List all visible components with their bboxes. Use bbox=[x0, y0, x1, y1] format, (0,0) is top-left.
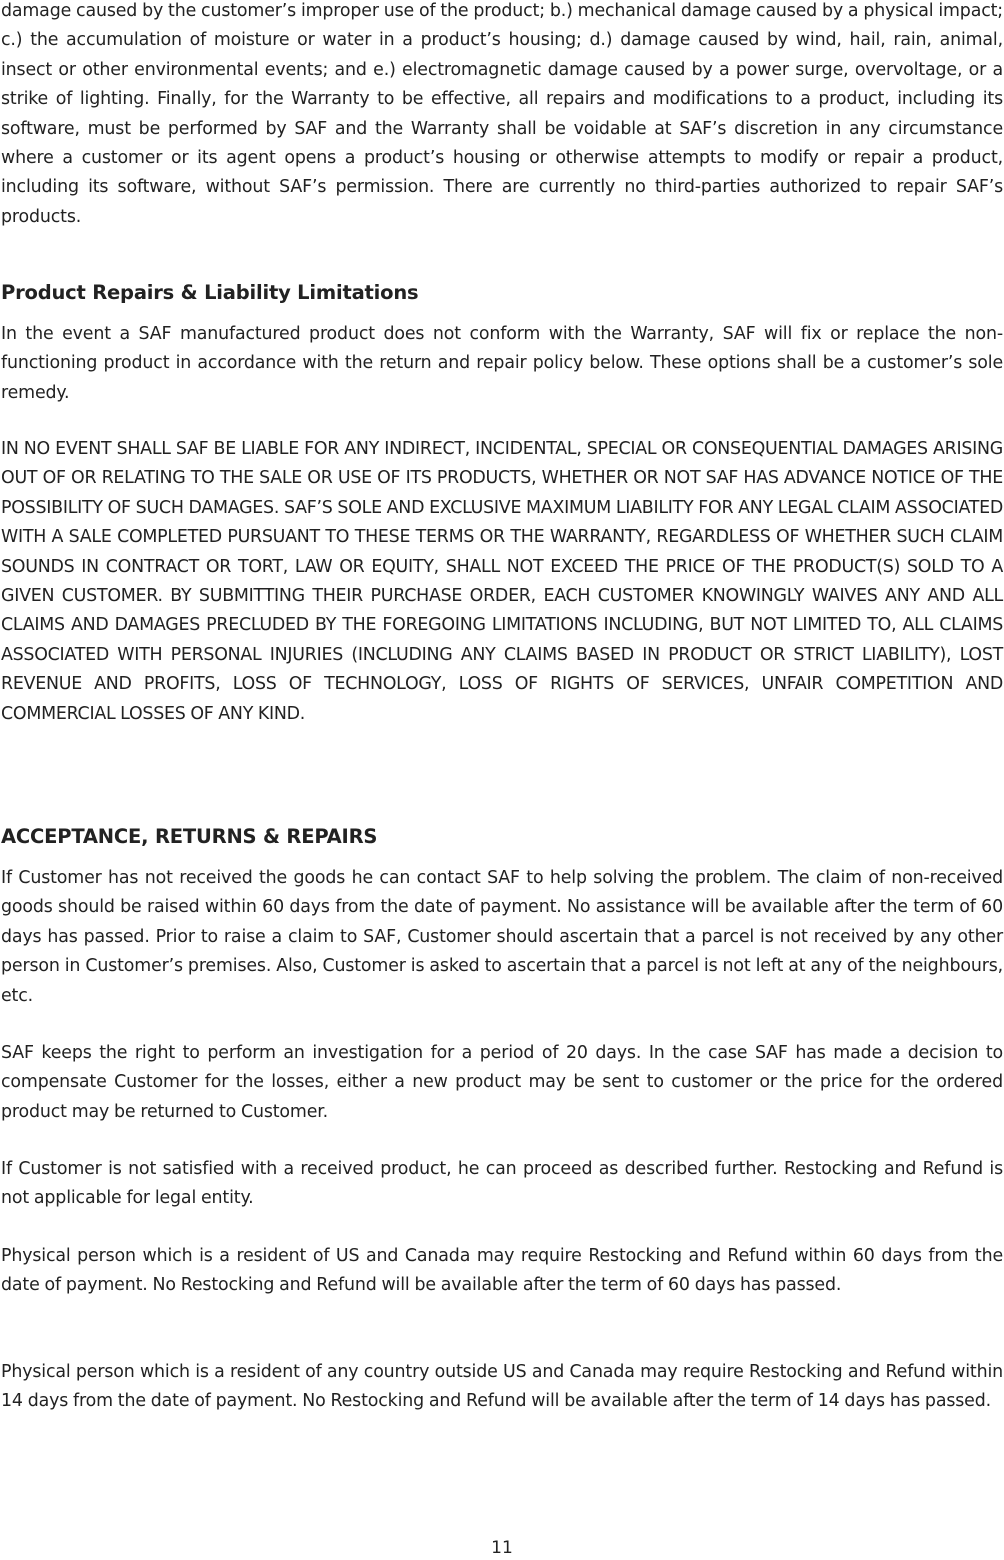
paragraph-not-satisfied: If Customer is not satisfied with a received product, he can proceed as described further. Restocking and Refund is not applicable for legal entity. bbox=[1, 1159, 1003, 1209]
paragraph-non-received-goods: If Customer has not received the goods he can contact SAF to help solving the problem. The claim of non-received goods should be raised within 60 days from the date of payment. No assistance will be available after the term of 60 days has passed. Prior to raise a claim to SAF, Customer should ascertain that a parcel is not received by any other person in Customer’s premises. Also, Customer is asked to ascertain that a parcel is not left at any of the neighbours, etc. bbox=[1, 868, 1003, 1006]
paragraph-warranty-exclusions: damage caused by the customer’s improper use of the product; b.) mechanical damage caused by a physical impact; c.) the accumulation of moisture or water in a product’s housing; d.) damage caused by wind, hail, rain, animal, insect or other environmental events; and e.) electromagnetic damage caused by a power surge, overvoltage, or a strike of lighting. Finally, for the Warranty to be effective, all repairs and modifications to a product, including its software, must be performed by SAF and the Warranty shall be voidable at SAF’s discretion in any circumstance where a customer or its agent opens a product’s housing or otherwise attempts to modify or repair a product, including its software, without SAF’s permission. There are currently no third-parties authorized to repair SAF’s products. bbox=[1, 1, 1003, 227]
paragraph-investigation: SAF keeps the right to perform an investigation for a period of 20 days. In the case SAF has made a decision to compensate Customer for the losses, either a new product may be sent to customer or the price for the ordered product may be returned to Customer. bbox=[1, 1043, 1003, 1122]
heading-product-repairs: Product Repairs & Liability Limitations bbox=[1, 281, 419, 304]
paragraph-us-canada-refund: Physical person which is a resident of US and Canada may require Restocking and Refund within 60 days from the date of payment. No Restocking and Refund will be available after the term of 60 days has passed. bbox=[1, 1246, 1003, 1296]
paragraph-liability-limitation: IN NO EVENT SHALL SAF BE LIABLE FOR ANY INDIRECT, INCIDENTAL, SPECIAL OR CONSEQUENTIAL DAMAGES ARISING OUT OF OR RELATING TO THE SALE OR USE OF ITS PRODUCTS, WHETHER OR NOT SAF HAS ADVANCE NOTICE OF THE POSSIBILITY OF SUCH DAMAGES. SAF’S SOLE AND EXCLUSIVE MAXIMUM LIABILITY FOR ANY LEGAL CLAIM ASSOCIATED WITH A SALE COMPLETED PURSUANT TO THESE TERMS OR THE WARRANTY, REGARDLESS OF WHETHER SUCH CLAIM SOUNDS IN CONTRACT OR TORT, LAW OR EQUITY, SHALL NOT EXCEED THE PRICE OF THE PRODUCT(S) SOLD TO A GIVEN CUSTOMER. BY SUBMITTING THEIR PURCHASE ORDER, EACH CUSTOMER KNOWINGLY WAIVES ANY AND ALL CLAIMS AND DAMAGES PRECLUDED BY THE FOREGOING LIMITATIONS INCLUDING, BUT NOT LIMITED TO, ALL CLAIMS ASSOCIATED WITH PERSONAL INJURIES (INCLUDING ANY CLAIMS BASED IN PRODUCT OR STRICT LIABILITY), LOST REVENUE AND PROFITS, LOSS OF TECHNOLOGY, LOSS OF RIGHTS OF SERVICES, UNFAIR COMPETITION AND COMMERCIAL LOSSES OF ANY KIND. bbox=[1, 439, 1003, 724]
paragraph-outside-us-refund: Physical person which is a resident of any country outside US and Canada may require Restocking and Refund within 14 days from the date of payment. No Restocking and Refund will be available after the term of 14 days has passed. bbox=[1, 1362, 1003, 1412]
paragraph-nonconforming-product: In the event a SAF manufactured product does not conform with the Warranty, SAF will fix or replace the non-functioning product in accordance with the return and repair policy below. These options shall be a customer’s sole remedy. bbox=[1, 324, 1003, 403]
heading-acceptance-returns: ACCEPTANCE, RETURNS & REPAIRS bbox=[1, 825, 378, 848]
page-number: 11 bbox=[491, 1538, 513, 1558]
